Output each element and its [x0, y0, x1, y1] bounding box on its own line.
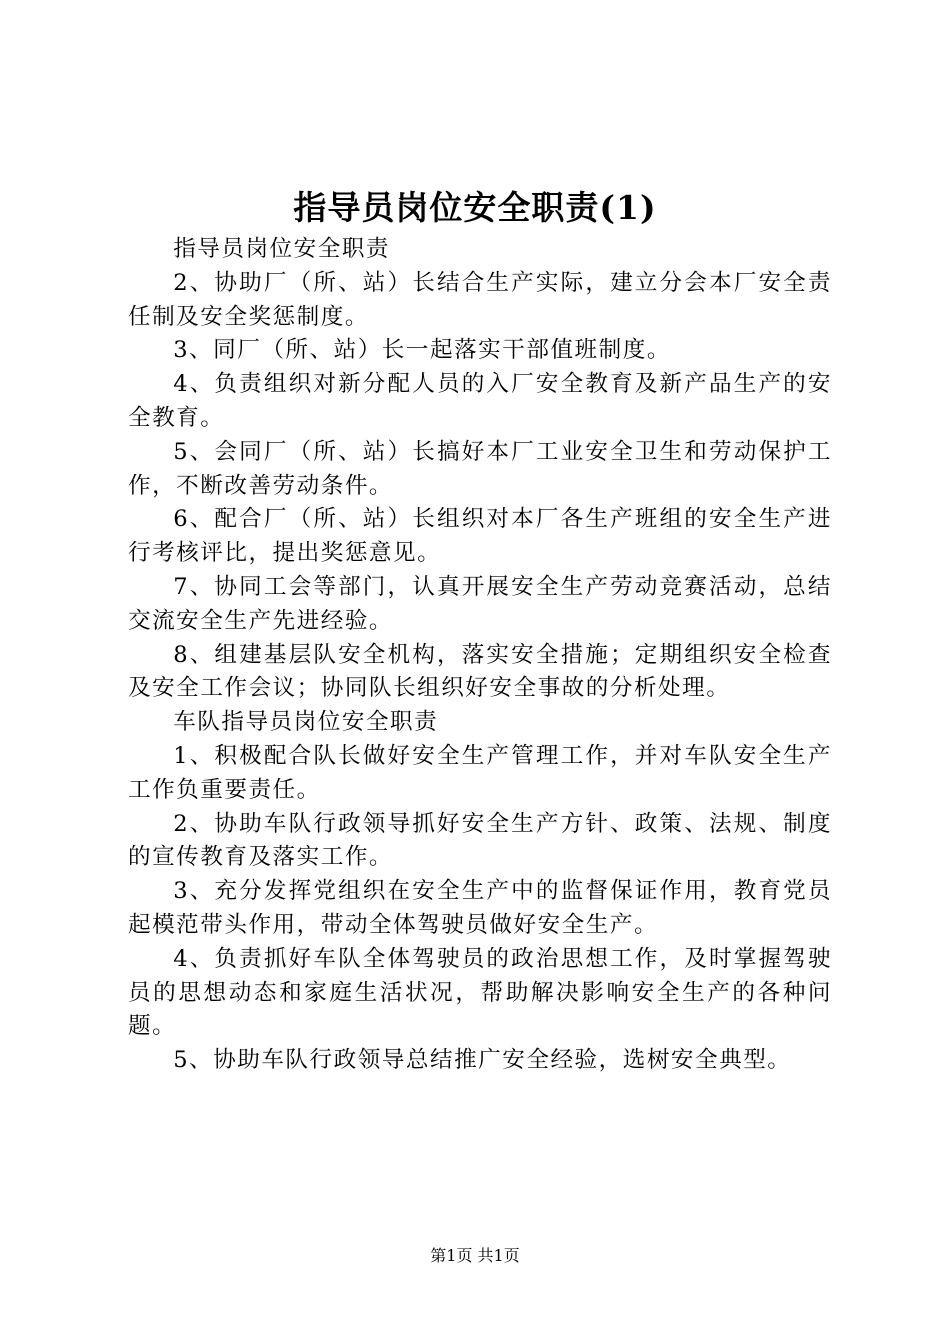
page-number-footer: 第1页 共1页	[430, 1246, 520, 1265]
paragraph-item: 2、协助车队行政领导抓好安全生产方针、政策、法规、制度的宣传教育及落实工作。	[128, 810, 832, 871]
paragraph-item: 3、同厂（所、站）长一起落实干部值班制度。	[173, 337, 671, 364]
paragraph-item: 8、组建基层队安全机构，落实安全措施；定期组织安全检查及安全工作会议；协同队长组织好安全事故的分析处理。	[128, 641, 832, 702]
paragraph-item: 5、会同厂（所、站）长搞好本厂工业安全卫生和劳动保护工作，不断改善劳动条件。	[128, 438, 832, 499]
document-body	[128, 233, 832, 1078]
paragraph-item: 6、配合厂（所、站）长组织对本厂各生产班组的安全生产进行考核评比，提出奖惩意见。	[128, 506, 832, 567]
paragraph-item: 1、积极配合队长做好安全生产管理工作，并对车队安全生产工作负重要责任。	[128, 742, 832, 803]
paragraph-heading-2: 车队指导员岗位安全职责	[173, 709, 439, 736]
paragraph-item: 3、充分发挥党组织在安全生产中的监督保证作用，教育党员起模范带头作用，带动全体驾驶员做好安全生产。	[128, 878, 832, 938]
paragraph-item: 4、负责组织对新分配人员的入厂安全教育及新产品生产的安全教育。	[128, 371, 832, 431]
paragraph-item: 4、负责抓好车队全体驾驶员的政治思想工作，及时掌握驾驶员的思想动态和家庭生活状况，帮助解决影响安全生产的各种问题。	[128, 945, 832, 1040]
document-title: 指导员岗位安全职责(1)	[293, 188, 657, 227]
paragraph-heading-1: 指导员岗位安全职责	[173, 236, 391, 262]
paragraph-item: 7、协同工会等部门，认真开展安全生产劳动竞赛活动，总结交流安全生产先进经验。	[128, 573, 832, 634]
paragraph-item: 5、协助车队行政领导总结推广安全经验，选树安全典型。	[173, 1047, 792, 1074]
paragraph-item: 2、协助厂（所、站）长结合生产实际，建立分会本厂安全责任制及安全奖惩制度。	[128, 269, 832, 330]
